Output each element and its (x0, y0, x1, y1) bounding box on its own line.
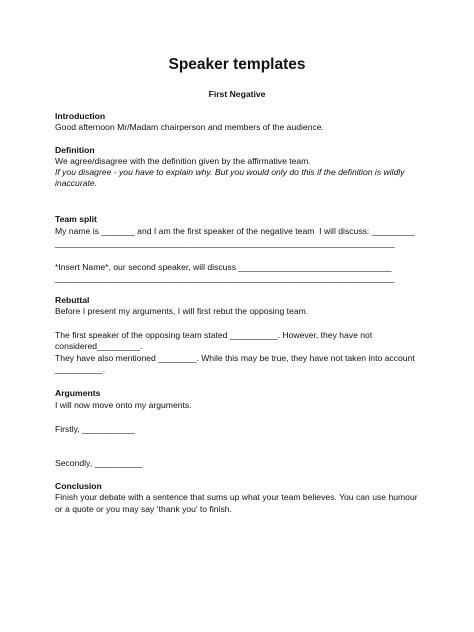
definition-text: We agree/disagree with the definition given by the affirmative team. (55, 156, 311, 166)
definition-note-line-1: If you disagree - you have to explain why. But you would only do this if the definition is wildly (55, 167, 405, 177)
introduction-heading: Introduction (55, 111, 106, 121)
team-split-line-2: _______________________________________________________________________ (55, 238, 395, 248)
rebuttal-line-2: The first speaker of the opposing team stated __________. However, they have not (55, 330, 373, 340)
arguments-line-3: Secondly, __________ (55, 458, 143, 468)
conclusion-line-2: or a quote or you may say ‘thank you’ to finish. (55, 504, 232, 514)
page-title: Speaker templates (168, 56, 306, 73)
conclusion-line-1: Finish your debate with a sentence that sums up what your team believes. You can use humour (55, 492, 418, 502)
conclusion-heading: Conclusion (55, 481, 102, 491)
rebuttal-line-1: Before I present my arguments, I will first rebut the opposing team. (55, 306, 309, 316)
rebuttal-line-5: __________. (55, 364, 106, 374)
team-split-heading: Team split (55, 214, 97, 224)
team-split-line-1: My name is _______ and I am the first speaker of the negative team I will discuss: _________ (55, 226, 415, 236)
definition-heading: Definition (55, 145, 95, 155)
rebuttal-heading: Rebuttal (55, 295, 90, 305)
rebuttal-line-4: They have also mentioned ________. While this may be true, they have not taken into account (55, 353, 415, 363)
page-subtitle: First Negative (208, 89, 266, 99)
team-split-line-4: _______________________________________________________________________ (55, 273, 395, 283)
definition-note-line-2: inaccurate. (55, 178, 98, 188)
team-split-line-3: *Insert Name*, our second speaker, will discuss ________________________________ (55, 262, 392, 272)
rebuttal-line-3: considered_________. (55, 341, 143, 351)
arguments-heading: Arguments (55, 388, 101, 398)
arguments-line-1: I will now move onto my arguments. (55, 400, 192, 410)
introduction-text: Good afternoon Mr/Madam chairperson and members of the audience. (55, 122, 324, 132)
arguments-line-2: Firstly, ___________ (55, 424, 135, 434)
